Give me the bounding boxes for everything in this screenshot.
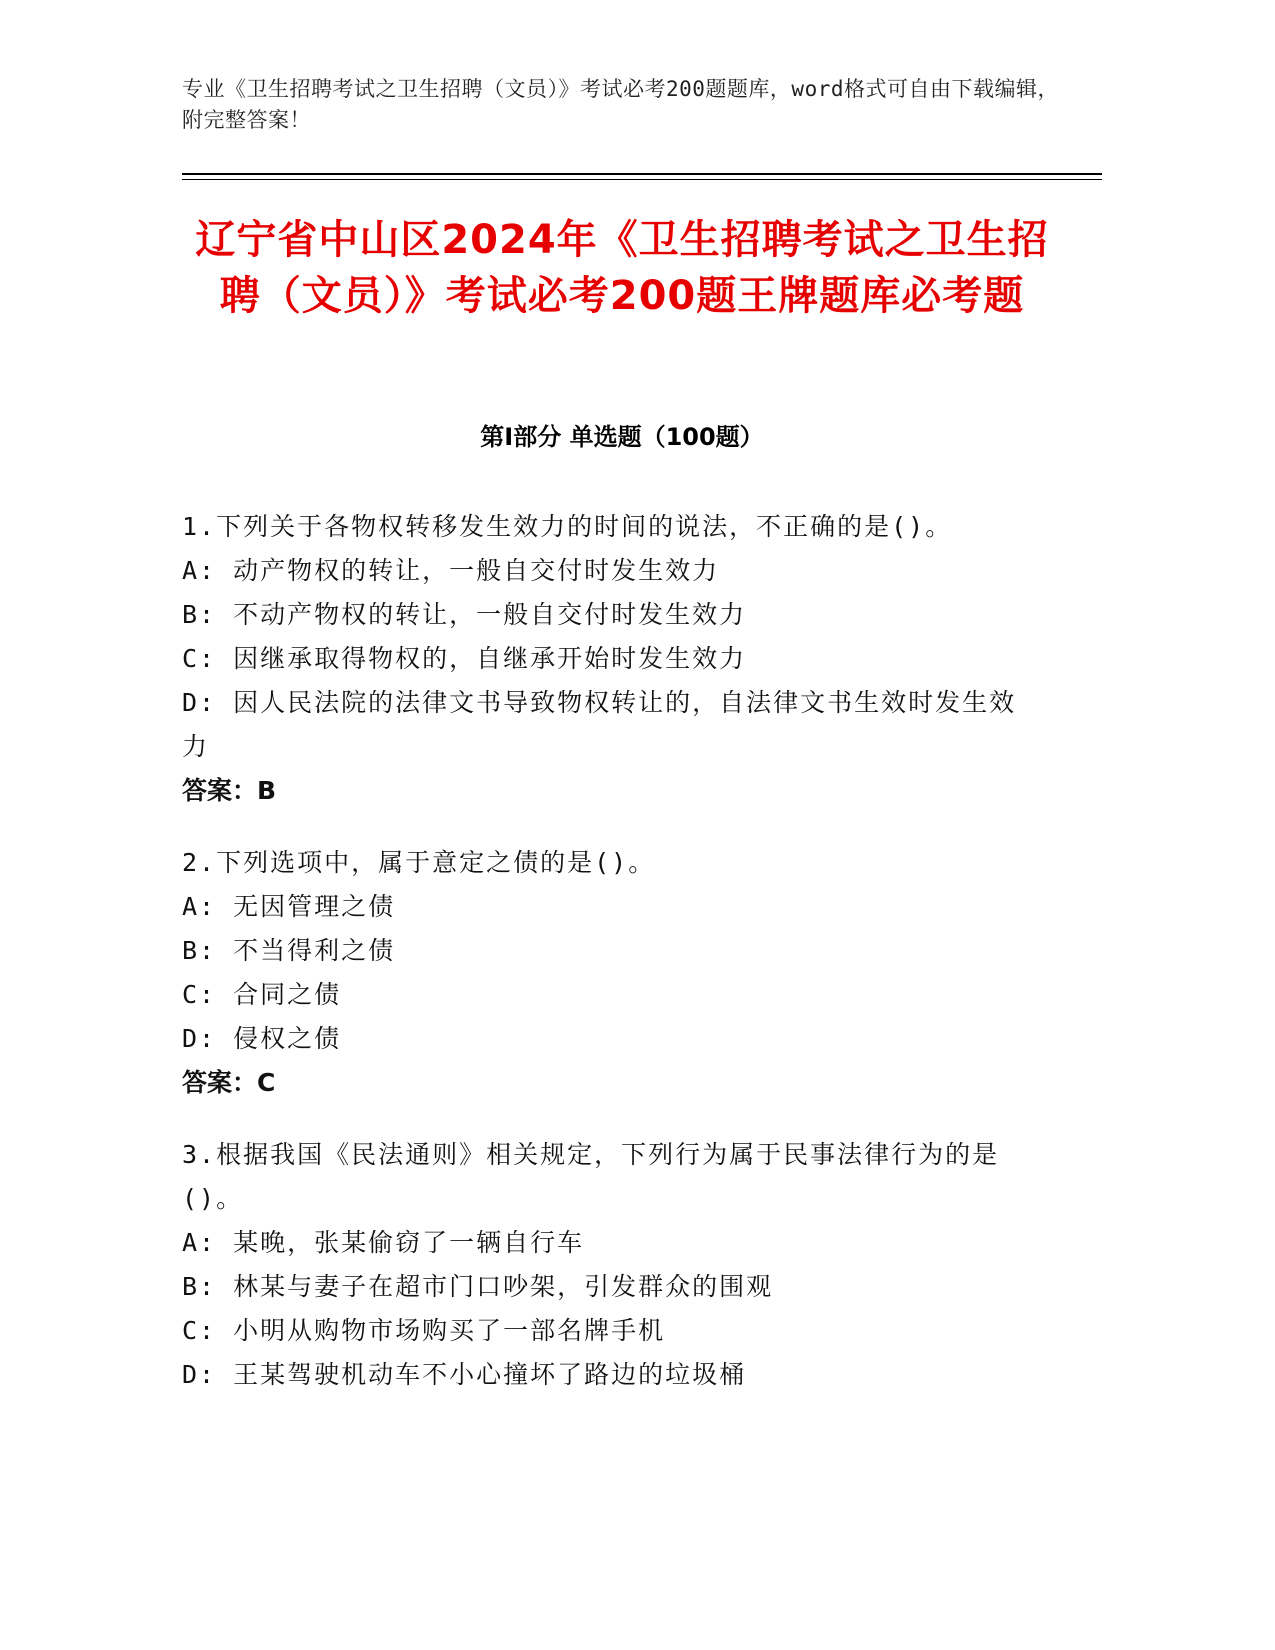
question-stem: 3.根据我国《民法通则》相关规定，下列行为属于民事法律行为的是()。 xyxy=(182,1140,1000,1213)
answer-label: 答案： xyxy=(182,776,258,805)
header-note: 专业《卫生招聘考试之卫生招聘（文员）》考试必考200题题库，word格式可自由下载编辑，附完整答案！ xyxy=(182,77,1059,132)
option-d: D: 因人民法院的法律文书导致物权转让的，自法律文书生效时发生效力 xyxy=(182,688,1017,761)
answer-label: 答案： xyxy=(182,1068,258,1097)
question-stem: 1.下列关于各物权转移发生效力的时间的说法，不正确的是()。 xyxy=(182,512,953,541)
option-a: A: 某晚，张某偷窃了一辆自行车 xyxy=(182,1228,585,1257)
section-heading: 第I部分 单选题（100题） xyxy=(480,423,764,451)
question-2 xyxy=(182,841,1042,1105)
question-1 xyxy=(182,505,1042,813)
option-b: B: 不当得利之债 xyxy=(182,936,396,965)
option-b: B: 林某与妻子在超市门口吵架，引发群众的围观 xyxy=(182,1272,774,1301)
answer-line xyxy=(182,769,1042,813)
header-divider-thin xyxy=(182,179,1102,180)
option-c: C: 合同之债 xyxy=(182,980,342,1009)
option-c: C: 小明从购物市场购买了一部名牌手机 xyxy=(182,1316,666,1345)
document-title: 辽宁省中山区2024年《卫生招聘考试之卫生招聘（文员）》考试必考200题王牌题库必考题 xyxy=(195,217,1049,319)
option-b: B: 不动产物权的转让，一般自交付时发生效力 xyxy=(182,600,747,629)
option-c: C: 因继承取得物权的，自继承开始时发生效力 xyxy=(182,644,747,673)
answer-value: C xyxy=(257,1068,276,1097)
question-list xyxy=(182,505,1042,1425)
option-d: D: 侵权之债 xyxy=(182,1024,342,1053)
answer-value: B xyxy=(257,776,277,805)
answer-line xyxy=(182,1061,1042,1105)
option-d: D: 王某驾驶机动车不小心撞坏了路边的垃圾桶 xyxy=(182,1360,747,1389)
option-a: A: 动产物权的转让，一般自交付时发生效力 xyxy=(182,556,720,585)
question-3 xyxy=(182,1133,1042,1397)
option-a: A: 无因管理之债 xyxy=(182,892,396,921)
header-divider xyxy=(182,173,1102,175)
question-stem: 2.下列选项中，属于意定之债的是()。 xyxy=(182,848,656,877)
